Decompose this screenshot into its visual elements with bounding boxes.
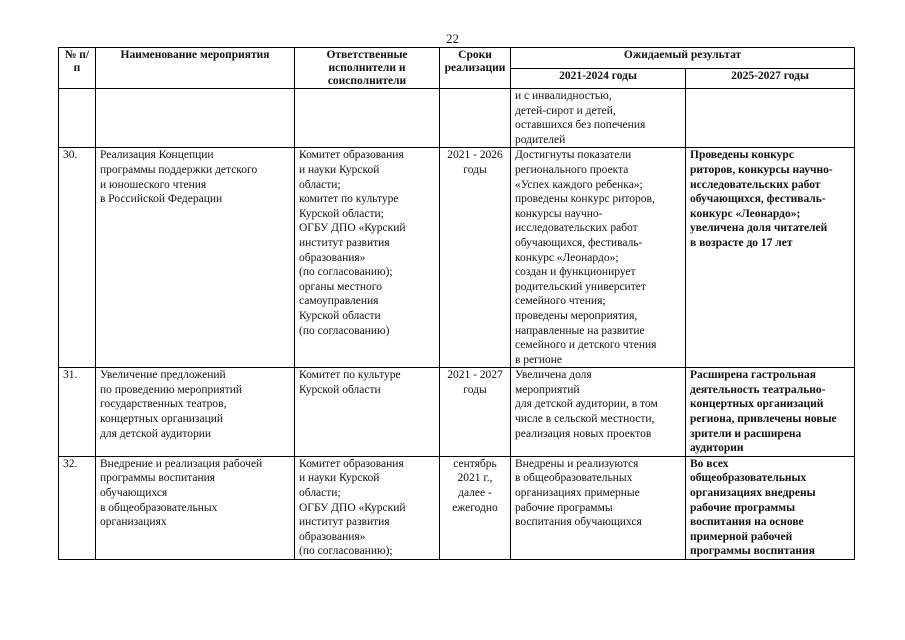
cell-line: оставшихся без попечения — [515, 119, 646, 132]
cell-line: в регионе — [515, 353, 563, 366]
cell-line: направленные на развитие — [515, 324, 645, 337]
cell-line: в возрасте до 17 лет — [690, 236, 793, 249]
cell-line: обучающихся — [100, 487, 168, 500]
cell-line: 2021 - 2027 — [447, 369, 503, 382]
cell-line: риторов, конкурсы научно- — [690, 163, 833, 176]
cell-line: конкурсы научно- — [515, 207, 603, 220]
row-result1-cell — [511, 148, 686, 368]
cell-line: Реализация Концепции — [100, 149, 214, 162]
cell-line: ежегодно — [452, 501, 498, 514]
cell-line: Комитет образования — [299, 149, 404, 162]
cell-line: области; — [299, 178, 341, 191]
header-num: № п/п — [59, 48, 96, 89]
cell-line: и науки Курской — [299, 472, 380, 485]
cont-num-cell — [59, 89, 96, 148]
cell-line: примерной рабочей — [690, 530, 793, 543]
cell-line: обучающихся, фестиваль- — [690, 193, 826, 206]
row-result2-cell — [686, 368, 855, 457]
cell-line: аудитории — [690, 442, 744, 455]
row-num-cell: 32. — [59, 456, 96, 559]
row-responsible-cell — [295, 368, 440, 457]
header-row — [59, 48, 855, 69]
cell-line: (по согласованию); — [299, 266, 393, 279]
header-period1: 2021-2024 годы — [511, 68, 686, 89]
cell-line: в общеобразовательных — [515, 472, 633, 485]
cell-line: годы — [463, 383, 487, 396]
cell-line: регионального проекта — [515, 163, 629, 176]
cell-line: органы местного — [299, 280, 382, 293]
cell-line: Комитет по культуре — [299, 369, 401, 382]
cell-line: (по согласованию); — [299, 545, 393, 558]
cell-line: проведены конкурс риторов, — [515, 193, 655, 206]
row-responsible-cell — [295, 148, 440, 368]
row-result2-cell — [686, 456, 855, 559]
cell-line: Курской области; — [299, 207, 384, 220]
plan-table — [58, 47, 855, 560]
cell-line: Комитет образования — [299, 457, 404, 470]
row-result2-cell — [686, 148, 855, 368]
table-row — [59, 368, 855, 457]
cell-line: рабочие программы — [515, 501, 613, 514]
header-responsible: Ответственные исполнители и соисполнители — [295, 48, 440, 89]
cell-line: годы — [463, 163, 487, 176]
cell-line: родителей — [515, 133, 566, 146]
cell-line: для детской аудитории — [100, 427, 211, 440]
cont-result2-cell — [686, 89, 855, 148]
cell-line: обучающихся, фестиваль- — [515, 236, 643, 249]
cell-line: рабочие программы — [690, 501, 796, 514]
cell-line: Во всех — [690, 457, 729, 470]
cell-line: региона, привлечены новые — [690, 413, 837, 426]
header-expected: Ожидаемый результат — [511, 48, 855, 69]
cell-line: для детской аудитории, в том — [515, 398, 658, 411]
cell-line: институт развития — [299, 516, 390, 529]
cell-line: концертных организаций — [100, 413, 224, 426]
cell-line: Достигнуты показатели — [515, 149, 632, 162]
cell-line: общеобразовательных — [690, 472, 807, 485]
cell-line: Внедрены и реализуются — [515, 457, 639, 470]
cell-line: области; — [299, 487, 341, 500]
cell-line: ОГБУ ДПО «Курский — [299, 501, 406, 514]
cell-line: реализация новых проектов — [515, 427, 652, 440]
cell-line: воспитания на основе — [690, 516, 804, 529]
cell-line: мероприятий — [515, 383, 580, 396]
cell-line: Расширена гастрольная — [690, 369, 816, 382]
cell-line: по проведению мероприятий — [100, 383, 243, 396]
cell-line: конкурс «Леонардо»; — [690, 207, 801, 220]
cell-line: в Российской Федерации — [100, 193, 223, 206]
header-period2: 2025-2027 годы — [686, 68, 855, 89]
cell-line: Проведены конкурс — [690, 149, 794, 162]
cell-line: программы поддержки детского — [100, 163, 258, 176]
row-responsible-cell — [295, 456, 440, 559]
cell-line: образования» — [299, 530, 366, 543]
row-terms-cell — [440, 368, 511, 457]
cell-line: конкурс «Леонардо»; — [515, 251, 619, 264]
cell-line: организациях внедрены — [690, 487, 816, 500]
cell-line: (по согласованию) — [299, 324, 390, 337]
cell-line: государственных театров, — [100, 398, 227, 411]
cell-line: в общеобразовательных — [100, 501, 218, 514]
cell-line: зрители и расширена — [690, 427, 802, 440]
row-result1-cell — [511, 456, 686, 559]
cell-line: Увеличение предложений — [100, 369, 226, 382]
cell-line: программы воспитания — [100, 472, 216, 485]
cell-line: увеличена доля читателей — [690, 222, 828, 235]
cell-line: программы воспитания — [690, 545, 815, 558]
cell-line: 2021 - 2026 — [447, 149, 503, 162]
row-name-cell — [96, 368, 295, 457]
cell-line: Курской области — [299, 309, 381, 322]
cell-line: институт развития — [299, 236, 390, 249]
row-terms-cell — [440, 148, 511, 368]
cell-line: «Успех каждого ребенка»; — [515, 178, 643, 191]
cell-line: самоуправления — [299, 295, 379, 308]
cell-line: сентябрь — [453, 457, 497, 470]
cell-line: числе в сельской местности, — [515, 413, 655, 426]
cell-line: организациях примерные — [515, 487, 640, 500]
cell-line: исследовательских работ — [690, 178, 821, 191]
continuation-row — [59, 89, 855, 148]
cell-line: концертных организаций — [690, 398, 824, 411]
table-row — [59, 148, 855, 368]
row-num-cell: 31. — [59, 368, 96, 457]
cell-line: семейного чтения; — [515, 295, 606, 308]
cell-line: родительский университет — [515, 280, 646, 293]
cell-line: ОГБУ ДПО «Курский — [299, 222, 406, 235]
row-num-cell: 30. — [59, 148, 96, 368]
row-name-cell — [96, 148, 295, 368]
cell-line: Внедрение и реализация рабочей — [100, 457, 263, 470]
cell-line: образования» — [299, 251, 366, 264]
header-name: Наименование мероприятия — [96, 48, 295, 89]
table-row — [59, 456, 855, 559]
page-number: 22 — [446, 31, 459, 46]
cell-line: деятельность театрально- — [690, 383, 826, 396]
cont-terms-cell — [440, 89, 511, 148]
row-name-cell — [96, 456, 295, 559]
cell-line: исследовательских работ — [515, 222, 638, 235]
cell-line: и юношеского чтения — [100, 178, 207, 191]
cell-line: Увеличена доля — [515, 369, 592, 382]
header-terms: Сроки реализации — [440, 48, 511, 89]
cell-line: организациях — [100, 516, 167, 529]
cell-line: комитет по культуре — [299, 193, 399, 206]
row-result1-cell — [511, 368, 686, 457]
row-terms-cell — [440, 456, 511, 559]
cell-line: воспитания обучающихся — [515, 516, 642, 529]
cell-line: создан и функционирует — [515, 266, 636, 279]
cell-line: далее - — [458, 487, 492, 500]
cell-line: проведены мероприятия, — [515, 309, 638, 322]
cell-line: и с инвалидностью, — [515, 90, 612, 102]
cell-line: Курской области — [299, 383, 381, 396]
cont-result1-cell — [511, 89, 686, 148]
cell-line: семейного и детского чтения — [515, 339, 657, 352]
cell-line: и науки Курской — [299, 163, 380, 176]
cell-line: детей-сирот и детей, — [515, 104, 616, 117]
cont-responsible-cell — [295, 89, 440, 148]
cell-line: 2021 г., — [457, 472, 493, 485]
cont-name-cell — [96, 89, 295, 148]
